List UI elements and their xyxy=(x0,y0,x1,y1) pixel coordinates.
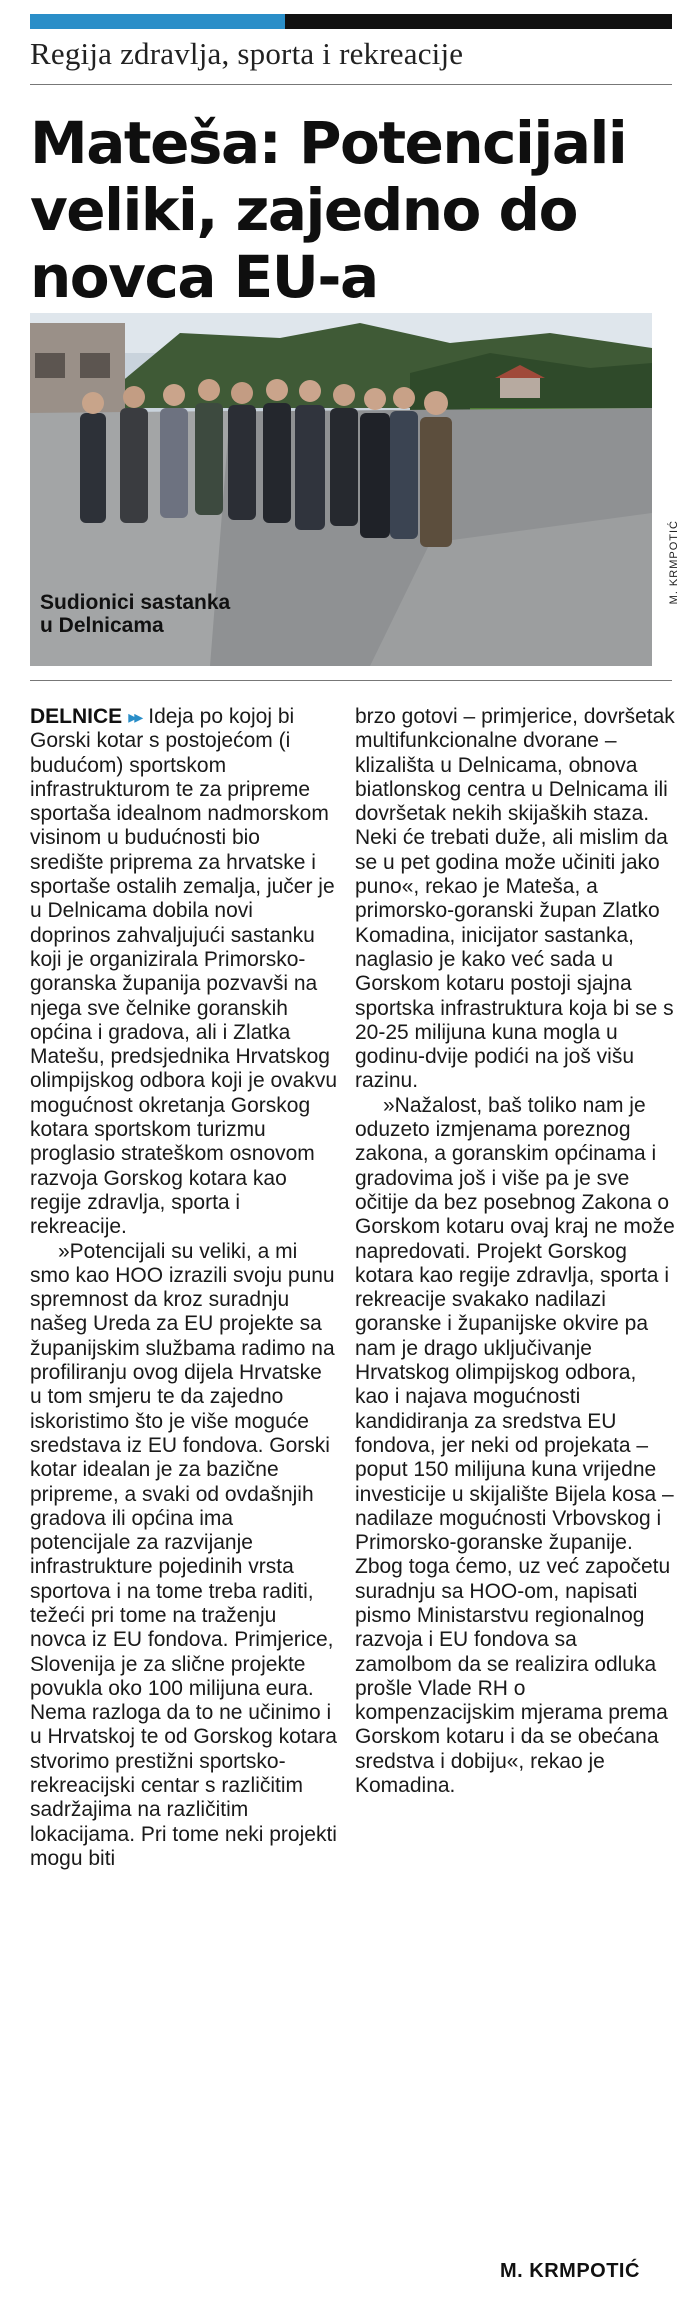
photo-caption xyxy=(40,591,230,637)
article-photo xyxy=(30,313,652,666)
photo-caption-line-1: Sudionici sastanka xyxy=(40,591,231,614)
photo-caption-line-2: u Delnicama xyxy=(40,614,164,637)
article-author: M. KRMPOTIĆ xyxy=(500,2260,640,2282)
article-column-right xyxy=(355,705,675,1798)
article-headline: Mateša: Potencijali veliki, zajedno do novca EU-a xyxy=(30,109,627,311)
article-paragraph xyxy=(30,705,338,1240)
rubric-divider xyxy=(30,84,672,85)
article-column-left xyxy=(30,705,338,1871)
article-paragraph: brzo gotovi – primjerice, dovršetak multifunkcionalne dvorane – klizališta u Delnicama, obnova biatlonskog centra u Delnicama ili dovršetak nekih skijaških staza. Neki će trebati duže, ali mislim da se u pet godina može učiniti jako puno«, rekao je Mateša, a primorsko-goranski župan Zlatko Komadina, inicijator sastanka, naglasio je kako već sada u Gorskom kotaru postoji sjajna sportska infrastruktura koja bi se s 20-25 milijuna kuna mogla u godinu-dvije podići na još višu razinu. xyxy=(355,705,675,1093)
section-rubric: Regija zdravlja, sporta i rekreacije xyxy=(30,36,464,71)
dateline-arrows-icon: ▸▸ xyxy=(128,707,141,727)
section-color-bar-blue xyxy=(30,14,285,29)
photo-credit: M. KRMPOTIĆ xyxy=(668,520,680,605)
section-color-bar xyxy=(30,14,672,29)
section-color-bar-black xyxy=(285,14,672,29)
article-text: Ideja po kojoj bi Gorski kotar s postojećom (i budućom) sportskom infrastrukturom te za pripreme sportaša idealnom nadmorskom visinom u budućnosti bio središte priprema za hrvatske i sportaše ostalih zemalja, jučer je u Delnicama dobila novi doprinos zahvaljujući sastanku koji je organizirala Primorsko-goranska županija pozvavši na njega sve čelnike goranskih općina i gradova, ali i Zlatka Matešu, predsjednika Hrvatskog olimpijskog odbora koji je ovakvu mogućnost okretanja Gorskog kotara sportskom turizmu proglasio strateškom osnovom razvoja Gorskog kotara kao regije zdravlja, sporta i rekreacije. xyxy=(30,705,337,1239)
article-paragraph: »Potencijali su veliki, a mi smo kao HOO izrazili svoju punu spremnost da kroz suradnju našeg Ureda za EU projekte sa županijskim službama radimo na profiliranju ovog dijela Hrvatske u tom smjeru te da zajedno iskoristimo što je više moguće sredstava iz EU fondova. Gorski kotar idealan je za bazične pripreme, a svaki od ovdašnjih gradova ili općina ima potencijale za razvijanje infrastrukture pojedinih vrsta sportova i na tome treba raditi, težeći pri tome na traženju novca iz EU fondova. Primjerice, Slovenija je za slične projekte povukla oko 100 milijuna eura. Nema razloga da to ne učinimo i u Hrvatskoj te od Gorskog kotara stvorimo prestižni sportsko-rekreacijski centar s različitim sadržajima na različitim lokacijama. Pri tome neki projekti mogu biti xyxy=(30,1239,337,1870)
photo-divider xyxy=(30,680,672,681)
dateline: DELNICE xyxy=(30,705,123,728)
article-paragraph: »Nažalost, baš toliko nam je oduzeto izmjenama poreznog zakona, a goranskim općinama i gradovima još i više pa je sve očitije da bez posebnog Zakona o Gorskom kotaru ovaj kraj ne može napredovati. Projekt Gorskog kotara kao regije zdravlja, sporta i rekreacije svakako nadilazi goranske i županijske okvire pa nam je drago uključivanje Hrvatskog olimpijskog odbora, kao i najava mogućnosti kandidiranja za sredstva EU fondova, jer neki od projekata – poput 150 milijuna kuna vrijedne investicije u skijalište Bijela kosa – nadilaze mogućnosti Vrbovskog i Primorsko-goranske županije. Zbog toga ćemo, uz već započetu suradnju sa HOO-om, napisati pismo Ministarstvu regionalnog razvoja i EU fondova sa zamolbom da se realizira odluka prošle Vlade RH o kompenzacijskim mjerama prema Gorskom kotaru i da se obećana sredstva i dobiju«, rekao je Komadina. xyxy=(355,1093,675,1798)
